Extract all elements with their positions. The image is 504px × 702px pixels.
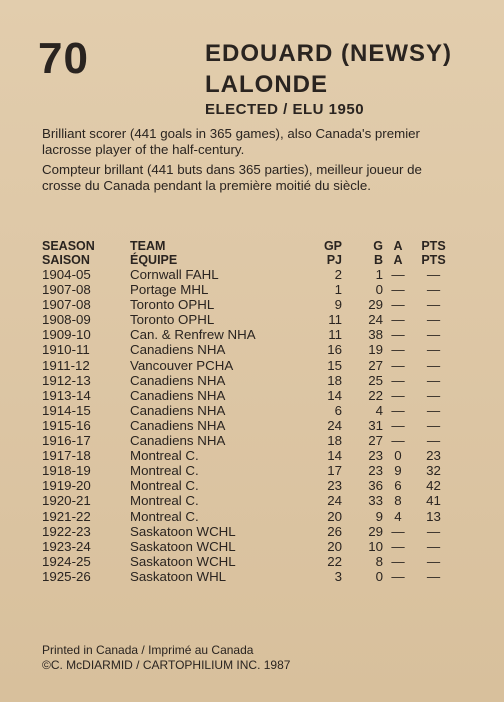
- card-number: 70: [38, 34, 89, 83]
- cell-g: 36: [368, 478, 383, 494]
- cell-pts: 13: [426, 508, 441, 524]
- cell-g: 23: [368, 448, 383, 464]
- player-name-line2: LALONDE: [205, 71, 328, 98]
- player-name: [205, 38, 452, 100]
- cell-pts: —: [426, 553, 441, 569]
- cell-team: Toronto OPHL: [130, 297, 215, 313]
- cell-g: 31: [368, 417, 383, 433]
- cell-a: —: [391, 297, 405, 313]
- cell-season: 1908-09: [42, 312, 91, 328]
- cell-team: Canadiens NHA: [130, 372, 226, 388]
- table-row: [42, 539, 454, 554]
- cell-season: 1909-10: [42, 327, 91, 343]
- cell-a: —: [391, 282, 405, 298]
- header-g: G: [373, 239, 383, 253]
- table-row: [42, 267, 454, 282]
- cell-a: —: [391, 523, 405, 539]
- cell-a: —: [391, 327, 405, 343]
- cell-g: 27: [368, 357, 383, 373]
- table-row: [42, 524, 454, 539]
- cell-a: —: [391, 342, 405, 358]
- table-row: [42, 297, 454, 312]
- table-row: [42, 493, 454, 508]
- cell-pts: 42: [426, 478, 441, 494]
- cell-gp: 24: [327, 417, 342, 433]
- cell-season: 1920-21: [42, 493, 91, 509]
- table-row: [42, 327, 454, 342]
- cell-gp: 18: [327, 433, 342, 449]
- cell-a: —: [391, 553, 405, 569]
- cell-g: 25: [368, 372, 383, 388]
- table-row: [42, 478, 454, 493]
- cell-gp: 15: [327, 357, 342, 373]
- cell-a: 6: [394, 478, 402, 494]
- cell-pts: —: [426, 312, 441, 328]
- cell-pts: —: [426, 402, 441, 418]
- cell-pts: —: [426, 433, 441, 449]
- cell-g: 27: [368, 433, 383, 449]
- table-row: [42, 342, 454, 357]
- cell-a: 0: [394, 448, 402, 464]
- cell-season: 1913-14: [42, 387, 91, 403]
- cell-gp: 9: [334, 297, 342, 313]
- cell-gp: 20: [327, 538, 342, 554]
- cell-team: Montreal C.: [130, 448, 199, 464]
- table-row: [42, 463, 454, 478]
- cell-g: 23: [368, 463, 383, 479]
- cell-g: 19: [368, 342, 383, 358]
- header-team: TEAM: [130, 239, 166, 253]
- cell-a: —: [391, 433, 405, 449]
- header-saison: SAISON: [42, 253, 90, 267]
- stats-header-en: [42, 239, 454, 253]
- cell-season: 1924-25: [42, 553, 91, 569]
- cell-team: Toronto OPHL: [130, 312, 215, 328]
- header-gp: GP: [323, 239, 342, 253]
- cell-gp: 24: [327, 493, 342, 509]
- cell-g: 24: [368, 312, 383, 328]
- table-row: [42, 312, 454, 327]
- cell-pts: 23: [426, 448, 441, 464]
- cell-team: Montreal C.: [130, 478, 199, 494]
- cell-team: Montreal C.: [130, 493, 199, 509]
- cell-season: 1919-20: [42, 478, 91, 494]
- header-a-fr: A: [393, 253, 403, 267]
- cell-season: 1921-22: [42, 508, 91, 524]
- cell-season: 1916-17: [42, 433, 91, 449]
- cell-team: Montreal C.: [130, 463, 199, 479]
- cell-gp: 1: [334, 282, 342, 298]
- cell-pts: —: [426, 282, 441, 298]
- elected-year: ELECTED / ELU 1950: [205, 101, 365, 118]
- cell-g: 0: [375, 568, 383, 584]
- header-pts-fr: PTS: [421, 253, 446, 267]
- cell-season: 1907-08: [42, 297, 91, 313]
- cell-pts: —: [426, 523, 441, 539]
- cell-g: 1: [375, 267, 383, 282]
- table-row: [42, 554, 454, 569]
- header-pts: PTS: [421, 239, 446, 253]
- header-equipe: ÉQUIPE: [130, 253, 178, 267]
- cell-a: —: [391, 357, 405, 373]
- cell-season: 1923-24: [42, 538, 91, 554]
- header-a: A: [393, 239, 403, 253]
- stats-body: [42, 267, 454, 584]
- table-row: [42, 373, 454, 388]
- cell-season: 1918-19: [42, 463, 91, 479]
- table-row: [42, 403, 454, 418]
- cell-team: Saskatoon WHL: [130, 568, 227, 584]
- cell-a: 8: [394, 493, 402, 509]
- cell-g: 38: [368, 327, 383, 343]
- cell-g: 4: [375, 402, 383, 418]
- cell-g: 29: [368, 523, 383, 539]
- cell-pts: —: [426, 297, 441, 313]
- footer-copyright: ©C. McDIARMID / CARTOPHILIUM INC. 1987: [42, 658, 291, 672]
- table-row: [42, 388, 454, 403]
- table-row: [42, 358, 454, 373]
- cell-season: 1911-12: [42, 357, 90, 373]
- cell-gp: 2: [334, 267, 342, 282]
- cell-season: 1914-15: [42, 402, 91, 418]
- header-b: B: [373, 253, 383, 267]
- cell-a: 4: [394, 508, 402, 524]
- cell-season: 1915-16: [42, 417, 91, 433]
- cell-a: —: [391, 538, 405, 554]
- cell-team: Canadiens NHA: [130, 387, 226, 403]
- table-row: [42, 448, 454, 463]
- cell-g: 8: [375, 553, 383, 569]
- cell-gp: 17: [327, 463, 342, 479]
- stats-header-fr: [42, 253, 454, 267]
- cell-gp: 14: [327, 448, 342, 464]
- cell-gp: 11: [328, 327, 342, 343]
- cell-pts: —: [426, 568, 441, 584]
- cell-pts: —: [426, 538, 441, 554]
- table-row: [42, 418, 454, 433]
- cell-team: Vancouver PCHA: [130, 357, 234, 373]
- cell-a: —: [391, 372, 405, 388]
- cell-team: Portage MHL: [130, 282, 209, 298]
- cell-gp: 16: [327, 342, 342, 358]
- cell-pts: —: [426, 372, 441, 388]
- cell-team: Saskatoon WCHL: [130, 538, 236, 554]
- cell-season: 1912-13: [42, 372, 91, 388]
- cell-team: Canadiens NHA: [130, 342, 226, 358]
- cell-a: —: [391, 417, 405, 433]
- cell-a: 9: [394, 463, 402, 479]
- cell-g: 33: [368, 493, 383, 509]
- bio-english: Brilliant scorer (441 goals in 365 games), also Canada's premier lacrosse player of the half-century.: [42, 126, 420, 157]
- cell-pts: —: [426, 387, 441, 403]
- cell-a: —: [391, 312, 405, 328]
- cell-gp: 20: [327, 508, 342, 524]
- bio-french: Compteur brillant (441 buts dans 365 parties), meilleur joueur de crosse du Canada pendant la première moitié du siècle.: [42, 162, 422, 193]
- cell-pts: —: [426, 357, 441, 373]
- cell-team: Saskatoon WCHL: [130, 523, 236, 539]
- cell-pts: —: [426, 417, 441, 433]
- cell-pts: 32: [426, 463, 441, 479]
- table-row: [42, 509, 454, 524]
- cell-team: Canadiens NHA: [130, 433, 226, 449]
- footer-printed: Printed in Canada / Imprimé au Canada: [42, 643, 254, 657]
- cell-pts: —: [426, 267, 441, 282]
- cell-a: —: [391, 267, 405, 282]
- cell-season: 1925-26: [42, 568, 91, 584]
- cell-pts: —: [426, 327, 441, 343]
- cell-g: 0: [375, 282, 383, 298]
- header-season: SEASON: [42, 239, 95, 253]
- cell-season: 1910-11: [42, 342, 90, 358]
- cell-a: —: [391, 568, 405, 584]
- cell-g: 10: [368, 538, 383, 554]
- cell-gp: 23: [327, 478, 342, 494]
- cell-team: Can. & Renfrew NHA: [130, 327, 256, 343]
- footer: [42, 643, 290, 673]
- cell-gp: 3: [334, 568, 342, 584]
- player-name-line1: EDOUARD (NEWSY): [205, 40, 452, 67]
- cell-a: —: [391, 402, 405, 418]
- cell-g: 9: [375, 508, 383, 524]
- cell-pts: —: [426, 342, 441, 358]
- cell-team: Montreal C.: [130, 508, 199, 524]
- cell-g: 29: [368, 297, 383, 313]
- cell-season: 1917-18: [42, 448, 91, 464]
- cell-season: 1907-08: [42, 282, 91, 298]
- header-pj: PJ: [326, 253, 342, 267]
- cell-gp: 26: [327, 523, 342, 539]
- cell-a: —: [391, 387, 405, 403]
- stats-table: [42, 239, 454, 584]
- cell-gp: 22: [327, 553, 342, 569]
- cell-pts: 41: [426, 493, 441, 509]
- cell-gp: 14: [327, 387, 342, 403]
- table-row: [42, 282, 454, 297]
- cell-team: Cornwall FAHL: [130, 267, 219, 282]
- table-row: [42, 433, 454, 448]
- cell-gp: 6: [334, 402, 342, 418]
- cell-team: Canadiens NHA: [130, 402, 226, 418]
- table-row: [42, 569, 454, 584]
- cell-g: 22: [368, 387, 383, 403]
- cell-team: Canadiens NHA: [130, 417, 226, 433]
- cell-season: 1922-23: [42, 523, 91, 539]
- cell-season: 1904-05: [42, 267, 91, 282]
- cell-gp: 11: [328, 312, 342, 328]
- cell-team: Saskatoon WCHL: [130, 553, 236, 569]
- cell-gp: 18: [327, 372, 342, 388]
